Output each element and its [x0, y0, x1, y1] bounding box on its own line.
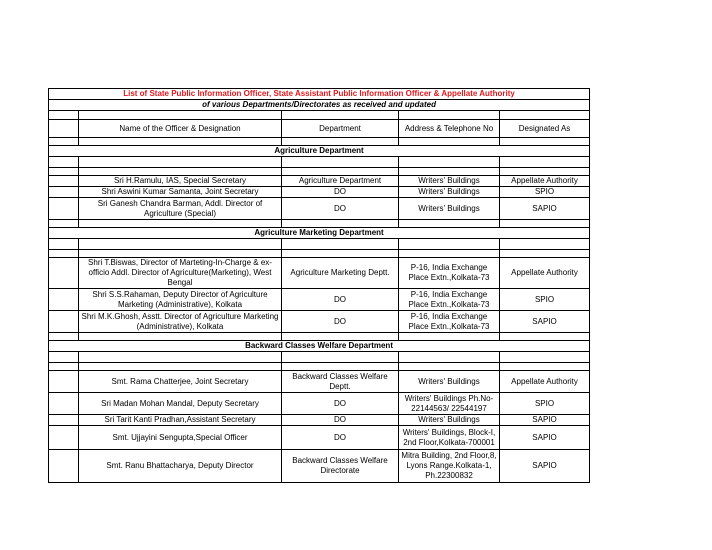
spacer-cell [282, 220, 399, 228]
section-heading: Agriculture Department [49, 146, 590, 157]
designation-cell: Appellate Authority [500, 176, 590, 187]
spacer-cell [79, 168, 282, 176]
spacer-cell [399, 352, 500, 363]
officer-name-cell: Shri Aswini Kumar Samanta, Joint Secretary [79, 187, 282, 198]
column-header-address: Address & Telephone No [399, 120, 500, 138]
spacer-row [49, 111, 590, 120]
spacer-cell [49, 352, 79, 363]
spacer-cell [500, 111, 590, 120]
spacer-cell [399, 220, 500, 228]
table-row [49, 311, 590, 333]
department-cell: DO [282, 187, 399, 198]
officer-name-cell: Sri H.Ramulu, IAS, Special Secretary [79, 176, 282, 187]
spacer-cell [282, 333, 399, 341]
spacer-cell [500, 250, 590, 258]
spacer-cell [49, 168, 79, 176]
section-heading: Backward Classes Welfare Department [49, 341, 590, 352]
spacer-cell [49, 239, 79, 250]
document-subtitle: of various Departments/Directorates as received and updated [49, 100, 590, 111]
column-header-department: Department [282, 120, 399, 138]
spacer-cell [500, 333, 590, 341]
designation-cell: SAPIO [500, 415, 590, 426]
spacer-cell [500, 138, 590, 146]
spacer-cell [282, 157, 399, 168]
table-row [49, 415, 590, 426]
spacer-cell [500, 220, 590, 228]
officer-table [48, 88, 590, 483]
spacer-cell [399, 250, 500, 258]
section-heading-row [49, 341, 590, 352]
section-heading-row [49, 228, 590, 239]
designation-cell: SPIO [500, 289, 590, 311]
designation-cell: SAPIO [500, 450, 590, 483]
column-header-row [49, 120, 590, 138]
designation-cell: SAPIO [500, 311, 590, 333]
department-cell: DO [282, 198, 399, 220]
spacer-cell [500, 363, 590, 371]
spacer-cell [79, 111, 282, 120]
spacer-cell [49, 220, 79, 228]
spacer-cell [49, 157, 79, 168]
table-row [49, 426, 590, 450]
designation-cell: SPIO [500, 393, 590, 415]
row-gap-cell [49, 198, 79, 220]
address-cell: Writers' Buildings Ph.No-22144563/ 22544197 [399, 393, 500, 415]
spacer-cell [49, 111, 79, 120]
department-cell: DO [282, 426, 399, 450]
row-gap-cell [49, 176, 79, 187]
table-row [49, 450, 590, 483]
column-header-name: Name of the Officer & Designation [79, 120, 282, 138]
subtitle-row [49, 100, 590, 111]
department-cell: Backward Classes Welfare Directorate [282, 450, 399, 483]
spacer-cell [79, 333, 282, 341]
department-cell: Backward Classes Welfare Deptt. [282, 371, 399, 393]
spacer-cell [399, 239, 500, 250]
spacer-row [49, 250, 590, 258]
spacer-cell [282, 111, 399, 120]
table-row [49, 393, 590, 415]
officer-name-cell: Sri Ganesh Chandra Barman, Addl. Director of Agriculture (Special) [79, 198, 282, 220]
address-cell: Mitra Building, 2nd Floor,8, Lyons Range.Kolkata-1, Ph.22300832 [399, 450, 500, 483]
spacer-row [49, 157, 590, 168]
row-gap-cell [49, 415, 79, 426]
table-row [49, 258, 590, 289]
spacer-cell [282, 168, 399, 176]
spacer-cell [399, 138, 500, 146]
department-cell: DO [282, 289, 399, 311]
department-cell: DO [282, 393, 399, 415]
row-gap-cell [49, 258, 79, 289]
spacer-cell [282, 363, 399, 371]
spacer-cell [399, 111, 500, 120]
spacer-row [49, 352, 590, 363]
department-cell: Agriculture Department [282, 176, 399, 187]
officer-table-body [49, 89, 590, 483]
address-cell: Writers' Buildings [399, 371, 500, 393]
designation-cell: SAPIO [500, 198, 590, 220]
spacer-cell [79, 363, 282, 371]
address-cell: P-16, India Exchange Place Extn.,Kolkata-73 [399, 289, 500, 311]
spacer-cell [49, 138, 79, 146]
address-cell: Writers' Buildings, Block-I, 2nd Floor,Kolkata-700001 [399, 426, 500, 450]
spacer-row [49, 363, 590, 371]
officer-name-cell: Sri Tarit Kanti Pradhan,Assistant Secretary [79, 415, 282, 426]
officer-name-cell: Shri M.K.Ghosh, Asstt. Director of Agriculture Marketing (Administrative), Kolkata [79, 311, 282, 333]
title-row [49, 89, 590, 100]
designation-cell: Appellate Authority [500, 371, 590, 393]
address-cell: Writers' Buildings [399, 187, 500, 198]
designation-cell: SAPIO [500, 426, 590, 450]
officer-name-cell: Smt. Rama Chatterjee, Joint Secretary [79, 371, 282, 393]
column-header-designated: Designated As [500, 120, 590, 138]
officer-name-cell: Shri T.Biswas, Director of Marteting-In-Charge & ex-officio Addl. Director of Agriculture(Marketing), West Bengal [79, 258, 282, 289]
officer-name-cell: Smt. Ranu Bhattacharya, Deputy Director [79, 450, 282, 483]
officer-name-cell: Smt. Ujjayini Sengupta,Special Officer [79, 426, 282, 450]
spacer-cell [49, 250, 79, 258]
address-cell: P-16, India Exchange Place Extn.,Kolkata-73 [399, 311, 500, 333]
spacer-cell [399, 157, 500, 168]
spacer-cell [49, 333, 79, 341]
row-gap-cell [49, 426, 79, 450]
spacer-cell [399, 333, 500, 341]
spacer-cell [399, 363, 500, 371]
table-row [49, 187, 590, 198]
spacer-cell [79, 250, 282, 258]
spacer-cell [79, 352, 282, 363]
spacer-cell [500, 168, 590, 176]
table-row [49, 289, 590, 311]
row-gap-cell [49, 393, 79, 415]
address-cell: Writers' Buildings [399, 415, 500, 426]
spacer-cell [79, 157, 282, 168]
spacer-cell [500, 239, 590, 250]
address-cell: P-16, India Exchange Place Extn.,Kolkata-73 [399, 258, 500, 289]
spacer-cell [79, 239, 282, 250]
spacer-row [49, 239, 590, 250]
spacer-row [49, 333, 590, 341]
spacer-cell [500, 157, 590, 168]
spacer-row [49, 168, 590, 176]
spacer-cell [399, 168, 500, 176]
spacer-cell [500, 352, 590, 363]
row-gap-cell [49, 371, 79, 393]
department-cell: DO [282, 311, 399, 333]
table-row [49, 176, 590, 187]
row-gap-cell [49, 311, 79, 333]
designation-cell: Appellate Authority [500, 258, 590, 289]
spacer-cell [79, 138, 282, 146]
department-cell: DO [282, 415, 399, 426]
spacer-cell [282, 138, 399, 146]
spacer-cell [282, 352, 399, 363]
table-row [49, 198, 590, 220]
spacer-cell [282, 239, 399, 250]
designation-cell: SPIO [500, 187, 590, 198]
row-gap-cell [49, 450, 79, 483]
header-gap-cell [49, 120, 79, 138]
row-gap-cell [49, 187, 79, 198]
spacer-cell [79, 220, 282, 228]
address-cell: Writers' Buildings [399, 176, 500, 187]
section-heading: Agriculture Marketing Department [49, 228, 590, 239]
spacer-cell [49, 363, 79, 371]
address-cell: Writers' Buildings [399, 198, 500, 220]
officer-name-cell: Shri S.S.Rahaman, Deputy Director of Agriculture Marketing (Administrative), Kolkata [79, 289, 282, 311]
spacer-row [49, 220, 590, 228]
document-title: List of State Public Information Officer, State Assistant Public Information Officer & Appellate Authority [49, 89, 590, 100]
officer-name-cell: Sri Madan Mohan Mandal, Deputy Secretary [79, 393, 282, 415]
table-row [49, 371, 590, 393]
section-heading-row [49, 146, 590, 157]
row-gap-cell [49, 289, 79, 311]
spacer-cell [282, 250, 399, 258]
spacer-row [49, 138, 590, 146]
department-cell: Agriculture Marketing Deptt. [282, 258, 399, 289]
